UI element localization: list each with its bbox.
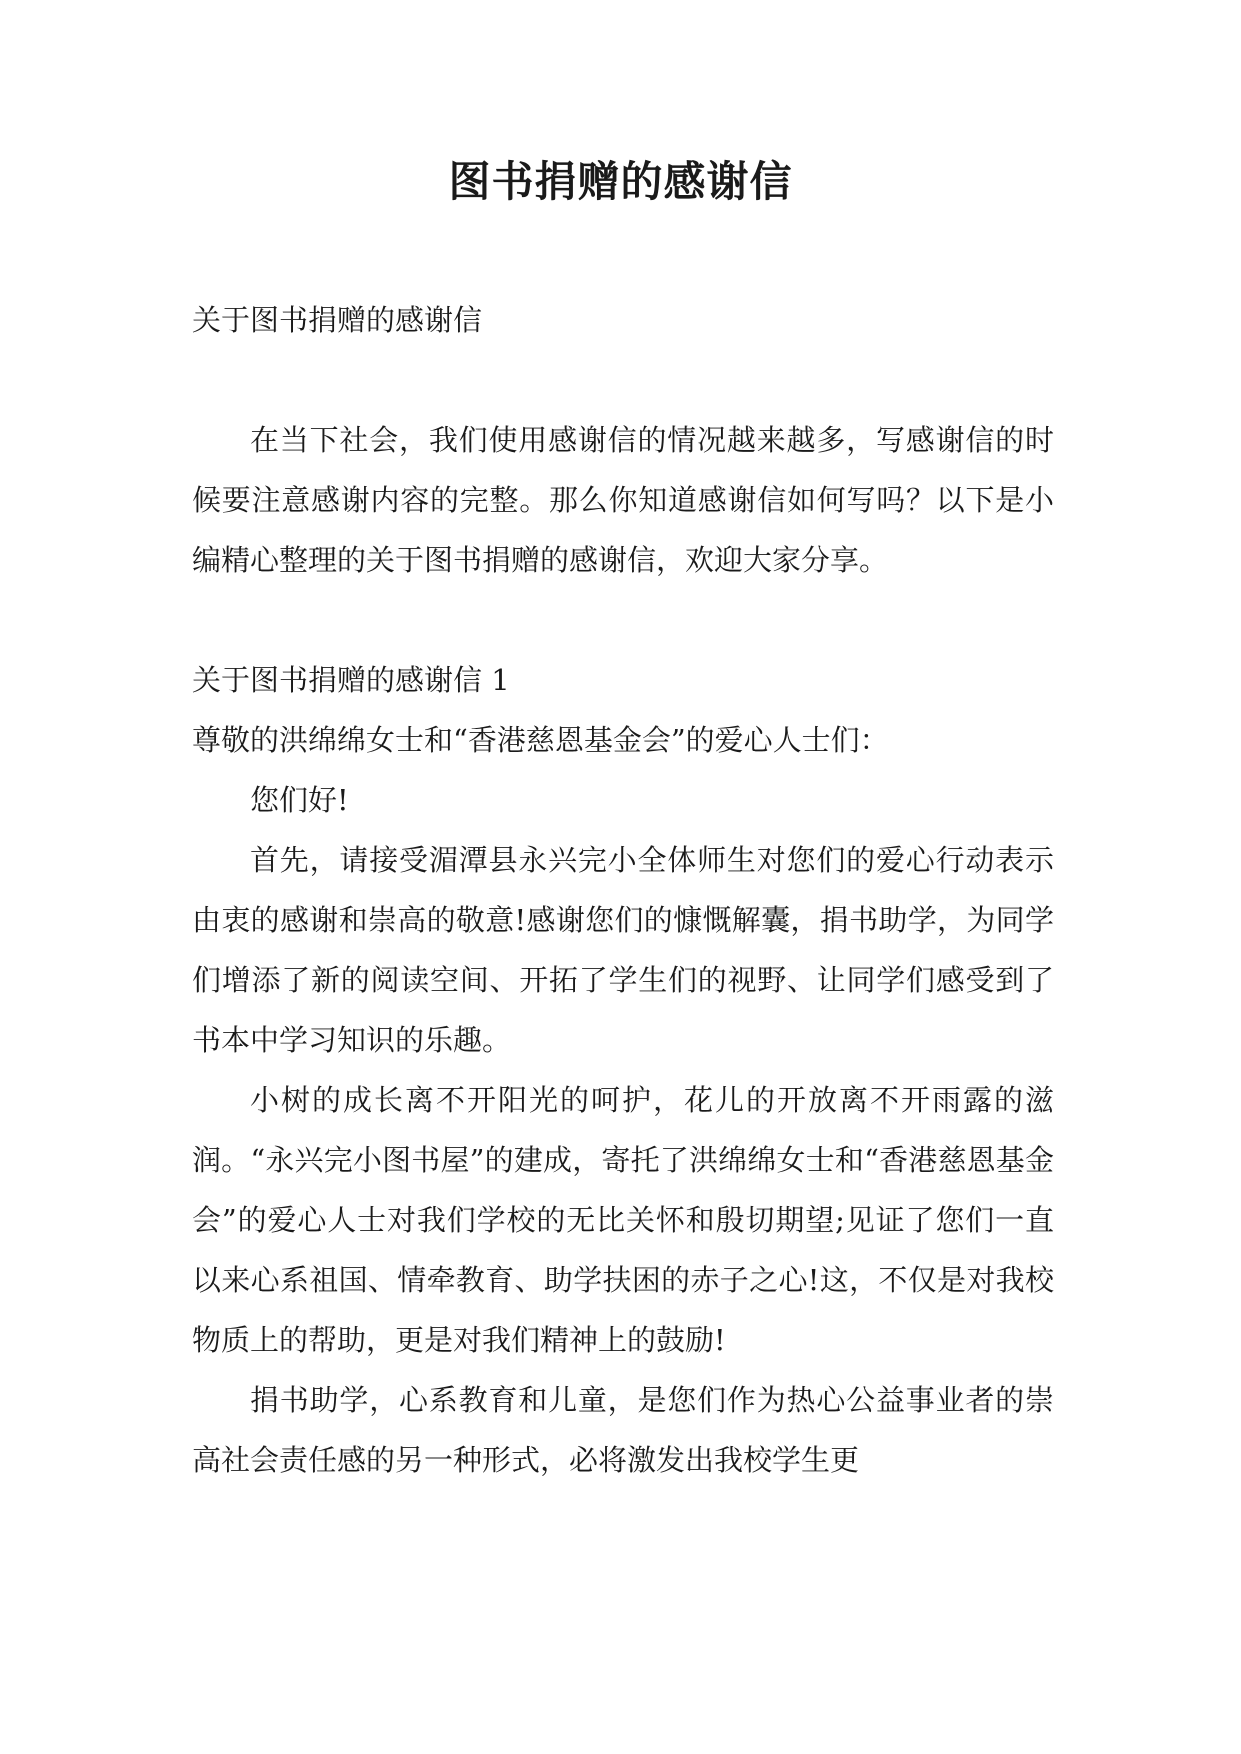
body-paragraph: 捐书助学，心系教育和儿童，是您们作为热心公益事业者的崇高社会责任感的另一种形式，必将激发出我校学生更: [192, 1383, 1054, 1477]
body-paragraph: 小树的成长离不开阳光的呵护，花儿的开放离不开雨露的滋润。“永兴完小图书屋”的建成，寄托了洪绵绵女士和“香港慈恩基金会”的爱心人士对我们学校的无比关怀和殷切期望;见证了您们一直以来心系祖国、情牵教育、助学扶困的赤子之心!这，不仅是对我校物质上的帮助，更是对我们精神上的鼓励!: [192, 1083, 1054, 1357]
document-subtitle: 关于图书捐赠的感谢信: [192, 303, 483, 337]
document-title: 图书捐赠的感谢信: [448, 157, 793, 206]
greeting: 您们好!: [250, 783, 349, 817]
intro-paragraph: 在当下社会，我们使用感谢信的情况越来越多，写感谢信的时候要注意感谢内容的完整。那么你知道感谢信如何写吗？以下是小编精心整理的关于图书捐赠的感谢信，欢迎大家分享。: [192, 423, 1054, 577]
section-heading: 关于图书捐赠的感谢信 1: [192, 663, 510, 697]
document-body: [192, 290, 1054, 1490]
salutation: 尊敬的洪绵绵女士和“香港慈恩基金会”的爱心人士们：: [192, 723, 889, 757]
body-paragraph: 首先，请接受湄潭县永兴完小全体师生对您们的爱心行动表示由衷的感谢和崇高的敬意!感谢您们的慷慨解囊，捐书助学，为同学们增添了新的阅读空间、开拓了学生们的视野、让同学们感受到了书本中学习知识的乐趣。: [192, 843, 1054, 1057]
